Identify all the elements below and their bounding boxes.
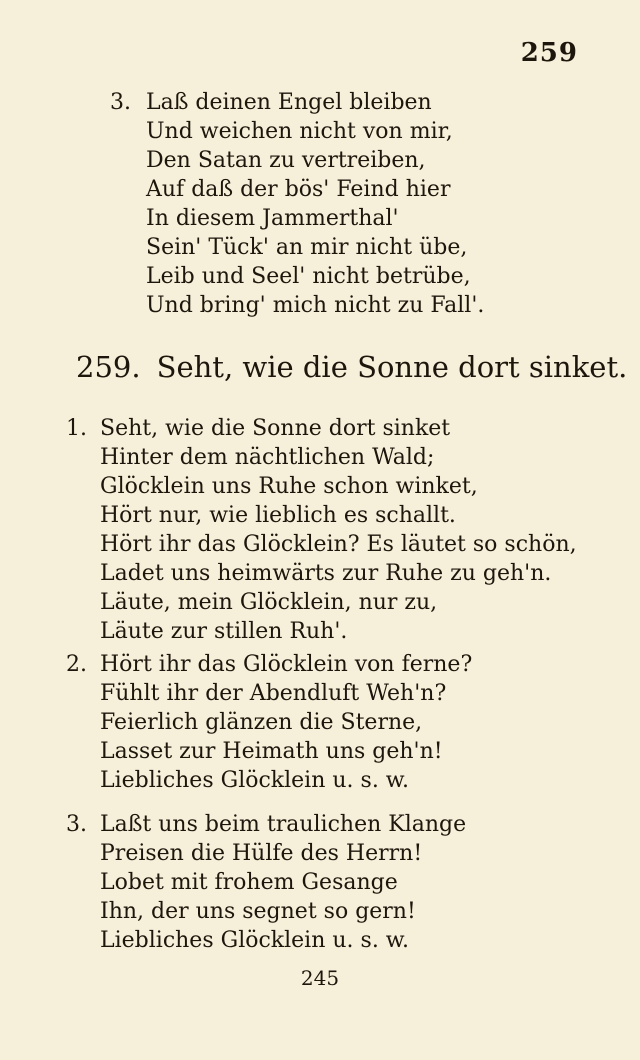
verse-line: Ihn, der uns segnet so gern! (100, 899, 416, 924)
verse-line: Läute, mein Glöcklein, nur zu, (100, 590, 438, 615)
verse-line: Lobet mit frohem Gesange (100, 870, 398, 895)
verse-line: Seht, wie die Sonne dort sinket (100, 416, 451, 441)
stanza-lines (100, 414, 577, 646)
verse-line: Feierlich glänzen die Sterne, (100, 710, 423, 735)
verse-line: Laß deinen Engel bleiben (146, 90, 432, 115)
verse-line: Liebliches Glöcklein u. s. w. (100, 768, 410, 793)
verse-line: Liebliches Glöcklein u. s. w. (100, 928, 410, 953)
verse-line: Hört ihr das Glöcklein von ferne? (100, 652, 473, 677)
page-number-top: 259 (520, 38, 578, 68)
verse-line: In diesem Jammerthal' (146, 206, 399, 231)
stanza-number: 2. (66, 652, 87, 677)
stanza-lines (100, 810, 466, 955)
verse-line: Hört ihr das Glöcklein? Es läutet so schön, (100, 532, 577, 557)
verse-line: Hört nur, wie lieblich es schallt. (100, 503, 456, 528)
verse-line: Preisen die Hülfe des Herrn! (100, 841, 423, 866)
hymn-title: Seht, wie die Sonne dort sinket. (156, 350, 628, 384)
verse-line: Glöcklein uns Ruhe schon winket, (100, 474, 478, 499)
verse-line: Den Satan zu vertreiben, (146, 148, 426, 173)
verse-line: Lasset zur Heimath uns geh'n! (100, 739, 443, 764)
verse-line: Ladet uns heimwärts zur Ruhe zu geh'n. (100, 561, 552, 586)
verse-line: Sein' Tück' an mir nicht übe, (146, 235, 468, 260)
stanza-number: 3. (110, 90, 131, 115)
verse-line: Auf daß der bös' Feind hier (146, 177, 451, 202)
verse-line: Läute zur stillen Ruh'. (100, 619, 348, 644)
verse-line: Und bring' mich nicht zu Fall'. (146, 293, 485, 318)
verse-line: Hinter dem nächtlichen Wald; (100, 445, 435, 470)
stanza-lines (146, 88, 484, 320)
stanza-lines (100, 650, 472, 795)
stanza-number: 3. (66, 812, 87, 837)
verse-line: Und weichen nicht von mir, (146, 119, 453, 144)
hymn-number: 259. (76, 350, 141, 384)
stanza-number: 1. (66, 416, 87, 441)
page-number-bottom: 245 (300, 966, 340, 990)
verse-line: Leib und Seel' nicht betrübe, (146, 264, 471, 289)
verse-line: Laßt uns beim traulichen Klange (100, 812, 467, 837)
verse-line: Fühlt ihr der Abendluft Weh'n? (100, 681, 447, 706)
hymn-heading (76, 350, 627, 384)
